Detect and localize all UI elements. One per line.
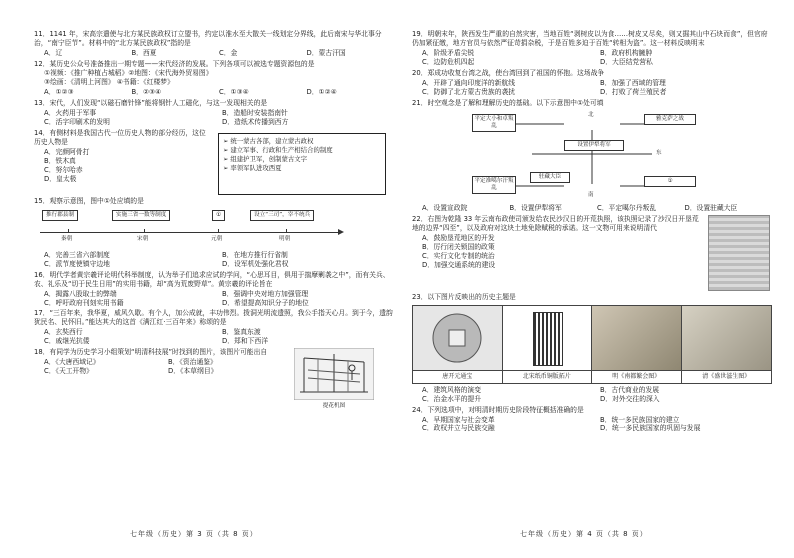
option-c: C．戚继光抗倭 [44,337,90,346]
option-d: D．《本草纲目》 [168,367,218,376]
option-b: B．造船时安装指南针 [222,108,288,117]
timeline-label: 宋朝 [137,235,149,242]
option-c: C．实行文化专制的统治 [422,251,495,260]
option-c: C．①③④ [219,87,249,96]
option-d: D．设置驻藏大臣 [684,203,738,212]
question-22 [412,215,772,291]
option-b: B．②③④ [131,87,162,96]
diagram-box: 驻藏大臣 [530,172,570,183]
question-23 [412,293,772,404]
option-a: A．早期国家与社会变革 [422,415,495,424]
option-c: C．政权并立与民族交融 [422,424,495,433]
page-footer-left: 七年级（历史）第 3 页（共 8 页） [130,530,258,538]
question-stem: 23．以下图片反映出的历史主题是 [412,292,516,301]
question-stem: 19．明朝末年，陕西发生严重的自然灾害，当地百姓“剥树皮以为食……树皮又尽矣，则又掘其山中石块而食”，但官府仍加紧征缴，地方官员与依然严征苛捐杂税，于是百姓多迫于百姓“转相为盗”。这一材料反映明末 [412,30,768,47]
image-cell [592,306,682,383]
timeline-axis [40,232,340,233]
diagram-box: 雅克萨之战 [644,114,696,125]
option-a: A．开辟了通向印度洋的新航线 [422,78,516,87]
material-line: ➢ 率领军队进攻西夏 [223,163,282,172]
option-c: C．努尔哈赤 [44,165,83,174]
question-21 [412,99,772,213]
material-box [218,133,386,195]
option-a: A．建筑风格的演变 [422,385,482,394]
option-a: A．阶级矛盾尖锐 [422,48,475,57]
image-caption: 明《南都繁会图》 [612,372,661,380]
option-d: D．蒙古汗国 [306,48,346,57]
option-a: A．玄奘西行 [44,328,83,337]
timeline-tick [68,229,69,233]
page-4-column [412,30,772,435]
option-d: D．①②④ [306,87,337,96]
timeline-tick [286,229,287,233]
loom-figure [294,348,374,410]
source-item: ①视频：《推广种植占城稻》②地图：《宋代海外贸易图》 [44,68,213,77]
timeline-label: 明朝 [279,235,291,242]
timeline-label: 秦朝 [61,235,73,242]
option-d: D．大臣结党营私 [600,57,653,66]
question-16 [34,271,394,308]
option-a: A．设置宣政院 [422,203,468,212]
question-stem: 18．有同学为历史学习小组策划“明清科技展”时找到的图片，该图片可能出自 [34,348,268,357]
option-a: A．《大唐西域记》 [44,358,100,367]
direction-label: 东 [656,149,662,156]
option-d: D．设军机处强化君权 [222,259,289,268]
question-13 [34,99,394,127]
land-deed-image [708,215,770,291]
material-line: ➢ 统一蒙古各部，建立蒙古政权 [223,136,314,145]
material-line: ➢ 组建护卫军，创制蒙古文字 [223,154,308,163]
option-c: C．活字印刷术的发明 [44,117,110,126]
option-c: C．《天工开物》 [44,367,93,376]
question-stem: 16．明代学者黄宗羲评论明代科举制度，认为举子们追求应试的学问，“心思耳目，俱用于揣摩剿袭之中”，而有关兵、农、礼乐及“切于民生日用”的实用书籍，却“高为荒废野草”。黄宗羲的评论旨在 [34,270,390,288]
question-12 [34,60,394,97]
page-footer-right: 七年级（历史）第 4 页（共 8 页） [520,530,648,538]
loom-illustration [294,348,374,400]
option-d: D．统一多民族国家的巩固与发展 [600,424,701,433]
question-stem: 21．时空观念是了解和理解历史的基础。以下示意图中①处可填 [412,98,604,107]
timeline-box: 推行郡县制 [42,210,78,221]
question-18 [34,348,394,410]
image-caption: 清《盛世滋生图》 [702,372,751,380]
question-stem: 11．1141 年，宋高宗遣使与北方某民族政权订立盟书，约定以淮水至大散关一线划定分界线，此后南宋与华北事分治，“南宁臣节”。材料中的“北方某民族政权”指的是 [34,30,382,47]
question-20 [412,69,772,97]
option-d: D．对外交往的深入 [600,394,660,403]
diagram-box: 平定准噶尔汗叛乱 [472,176,516,194]
question-24 [412,406,772,434]
material-line: ➢ 建立军事、行政和生产相结合的制度 [223,145,333,154]
image-cell [682,306,772,383]
coin-image [413,306,502,371]
question-stem: 22．右图为乾隆 33 年云南布政使司颁发给农民沙汉日的开荒执照，该执照记录了沙汉日开垦荒地的边界“四至”，以及政府对这块土地免除赋税的承诺。这一文物可用来说明清代 [412,214,699,232]
timeline-tick [144,229,145,233]
option-d: D．加强交通系统的建设 [422,260,496,269]
question-stem: 13．宋代，人们发现“以磁石磨针锋”能将钢针人工磁化，与这一发现相关的是 [34,98,268,107]
option-b: B．厉行闭关锁国的政策 [422,242,495,251]
question-15 [34,197,394,269]
option-b: B．政府机构臃肿 [600,48,653,57]
timeline-label: 元朝 [211,235,223,242]
option-a: A．完颜阿骨打 [44,147,90,156]
option-a: A．①②③ [44,87,74,96]
timeline-diagram [40,208,394,248]
option-b: B．设置伊犁将军 [509,203,562,212]
option-b: B．在地方推行行省制 [222,250,288,259]
direction-label: 北 [588,111,594,118]
diagram-box: 平定大小和卓叛乱 [472,114,516,132]
option-c: C．治金水平的提升 [422,394,482,403]
question-stem: 17．“三百年来，我华夏，威风久歇。有个人，加公成就，丰功伟烈。拨洞光明流遗照，我公手指天心月。到于今，遗韵犹民名、民怀旧。”能达其大的这首《满江红·三百年来》称颂的是 [34,309,393,327]
question-14 [34,129,394,195]
option-c: C．派节度使镇守边地 [44,259,110,268]
frontier-diagram [412,110,772,202]
option-d: D．皇太极 [44,174,77,183]
option-d: D．打败了荷兰殖民者 [600,87,667,96]
option-d: D．希望提高知识分子的地位 [222,298,309,307]
coin-icon [413,306,501,370]
figure-caption: 提花机图 [322,403,346,410]
question-stem: 24．下列选项中，对明清时期历史阶段特征概括准确的是 [412,405,584,414]
question-stem: 20．郑成功收复台湾之战，使台湾回到了祖国的怀抱。这场战争 [412,68,605,77]
question-stem: 12．某历史公众号准备推出一期专题——宋代经济的发展。下列各项可以被选专题资源包的是 [34,59,315,68]
option-b: B．古代商业的发展 [600,385,660,394]
diagram-box: 设置伊犁将军 [564,140,624,151]
diagram-lines [412,110,772,202]
image-caption: 北宋纸币铜版拓片 [522,372,571,380]
option-a: A．鼓励垦荒地区的开发 [422,233,495,242]
timeline-box: 实施三省一数等制度 [112,210,170,221]
timeline-box-blank: ① [212,210,225,221]
question-stem: 15．观察示意图，图中①处应填的是 [34,196,144,205]
image-cell [413,306,503,383]
direction-label: 南 [588,191,594,198]
option-b: B．强调中央对地方加强管理 [222,289,309,298]
question-17 [34,309,394,346]
option-c: C．防御了北方蒙古贵族的袭扰 [422,87,516,96]
option-b: B．统一多民族国家的建立 [600,415,680,424]
option-b: B．《资治通鉴》 [168,358,217,367]
banknote-image [503,306,592,371]
option-c: C．平定噶尔丹叛乱 [597,203,657,212]
arrow-right-icon [338,229,344,235]
question-stem: 14．有侧材料是我国古代一位历史人物的部分经历，这位历史人物是 [34,128,206,146]
option-b: B．西夏 [131,48,157,57]
option-d: D．造纸术传播到西方 [222,117,289,126]
option-c: C．呼吁政府刊刻实用书籍 [44,298,124,307]
option-a: A．揭露八股取士的弊端 [44,289,117,298]
option-d: D．郑和下西洋 [222,337,269,346]
question-11 [34,30,394,58]
page-3-column [34,30,394,413]
option-b: B．加强了西域的管理 [600,78,666,87]
option-a: A．辽 [44,48,63,57]
timeline-tick [218,229,219,233]
option-a: A．火药用于军事 [44,108,97,117]
image-strip [412,305,772,384]
option-b: B．铁木真 [44,156,76,165]
source-item: ③绘画：《清明上河图》 ④书籍：《红楼梦》 [44,77,174,86]
image-cell [503,306,593,383]
image-caption: 唐开元通宝 [442,372,473,380]
option-a: A．完善三省六部制度 [44,250,110,259]
option-c: C．金 [219,48,238,57]
option-c: C．边防危机四起 [422,57,475,66]
painting-image [682,306,772,371]
timeline-box: 设立“三司”，宰不统兵 [250,210,314,221]
diagram-box-blank: ① [644,176,696,187]
option-b: B．鉴真东渡 [222,328,261,337]
question-19 [412,30,772,67]
painting-image [592,306,681,371]
